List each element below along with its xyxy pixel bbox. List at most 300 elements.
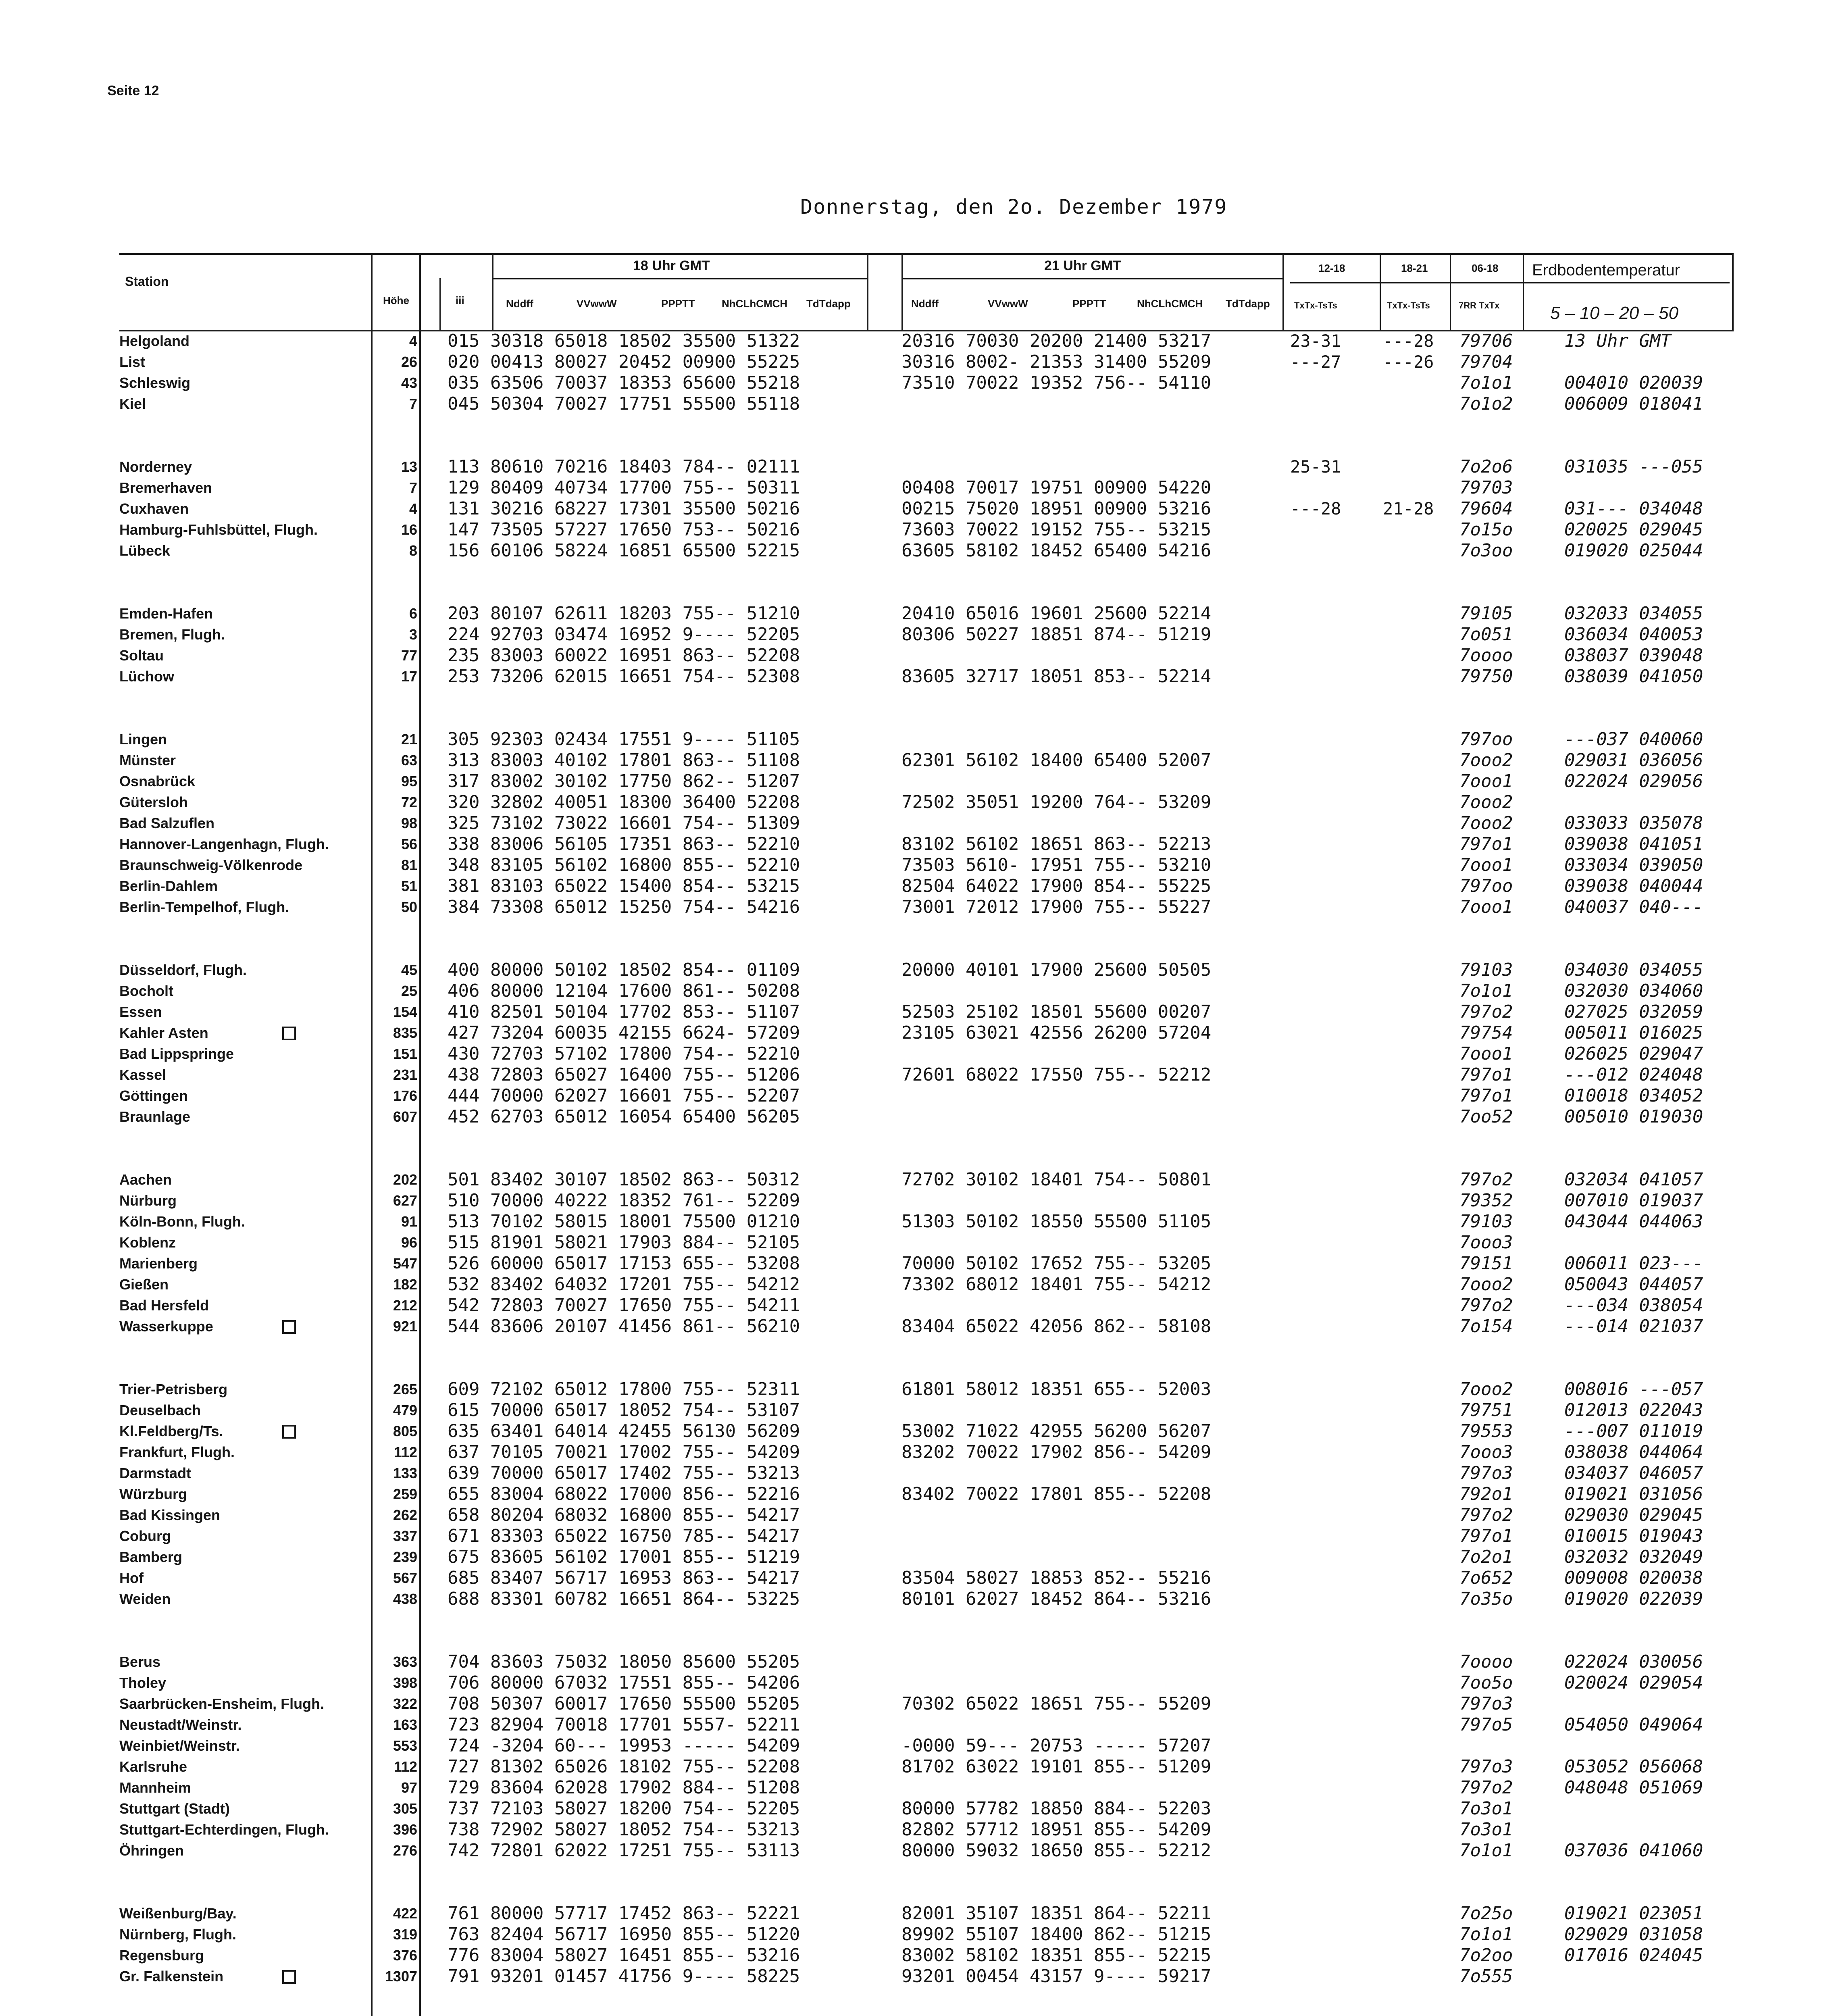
erdboden-values: 019021 023051 (1564, 1903, 1703, 1924)
obs-21-uhr: 51303 50102 18550 55500 51105 (901, 1211, 1212, 1232)
header-21-tdtd: TdTdapp (1226, 298, 1270, 310)
header-18uhr: 18 Uhr GMT (633, 258, 710, 273)
obs-18-uhr: 253 73206 62015 16651 754-- 52308 (448, 666, 800, 687)
obs-18-uhr: 113 80610 70216 18403 784-- 02111 (448, 456, 800, 477)
precip-06-18: 7o3oo (1459, 540, 1513, 561)
station-hoehe: 50 (401, 899, 417, 915)
obs-18-uhr: 131 30216 68227 17301 35500 50216 (448, 498, 800, 519)
precip-06-18: 79553 (1459, 1421, 1513, 1441)
precip-06-18: 7o1o1 (1459, 373, 1513, 393)
temp-12-18: ---27 (1290, 352, 1341, 372)
precip-06-18: 79751 (1459, 1400, 1513, 1420)
station-name: Schleswig (119, 375, 191, 391)
erdboden-values: 053052 056068 (1564, 1756, 1703, 1777)
obs-21-uhr: 80306 50227 18851 874-- 51219 (901, 624, 1212, 645)
precip-06-18: 797o2 (1459, 1777, 1513, 1798)
obs-18-uhr: 325 73102 73022 16601 754-- 51309 (448, 813, 800, 833)
obs-18-uhr: 706 80000 67032 17551 855-- 54206 (448, 1672, 800, 1693)
station-name: Saarbrücken-Ensheim, Flugh. (119, 1695, 325, 1712)
obs-18-uhr: 738 72902 58027 18052 754-- 53213 (448, 1819, 800, 1840)
station-hoehe: 154 (393, 1004, 417, 1020)
header-station: Station (125, 274, 169, 289)
precip-06-18: 7oo52 (1459, 1106, 1513, 1127)
obs-18-uhr: 609 72102 65012 17800 755-- 52311 (448, 1379, 800, 1400)
erdboden-values: 019020 022039 (1564, 1589, 1703, 1609)
station-name: Braunschweig-Völkenrode (119, 857, 303, 873)
obs-21-uhr: 83404 65022 42056 862-- 58108 (901, 1316, 1212, 1337)
obs-21-uhr: 93201 00454 43157 9---- 59217 (901, 1966, 1212, 1987)
obs-21-uhr: 82001 35107 18351 864-- 52211 (901, 1903, 1212, 1924)
station-name: Weinbiet/Weinstr. (119, 1737, 240, 1754)
obs-21-uhr: 82504 64022 17900 854-- 55225 (901, 876, 1212, 896)
precip-06-18: 7oooo (1459, 1652, 1513, 1672)
station-hoehe: 17 (401, 668, 417, 685)
obs-21-uhr: 73503 5610- 17951 755-- 53210 (901, 855, 1212, 875)
erdboden-values: 010018 034052 (1564, 1085, 1703, 1106)
station-name: Bamberg (119, 1549, 183, 1565)
header-06-18-sub: 7RR TxTx (1459, 300, 1500, 310)
precip-06-18: 797o1 (1459, 1085, 1513, 1106)
obs-18-uhr: 501 83402 30107 18502 863-- 50312 (448, 1169, 800, 1190)
station-name: Regensburg (119, 1947, 204, 1964)
obs-21-uhr: 83002 58102 18351 855-- 52215 (901, 1945, 1212, 1966)
precip-06-18: 797o2 (1459, 1505, 1513, 1525)
station-name: Coburg (119, 1528, 171, 1544)
erdboden-values: 029029 031058 (1564, 1924, 1703, 1945)
station-hoehe: 26 (401, 354, 417, 370)
obs-18-uhr: 791 93201 01457 41756 9---- 58225 (448, 1966, 800, 1987)
temp-18-21: ---26 (1383, 352, 1434, 372)
station-name: Hamburg-Fuhlsbüttel, Flugh. (119, 521, 318, 538)
precip-06-18: 797oo (1459, 876, 1513, 896)
page-number: Seite 12 (107, 83, 159, 98)
obs-18-uhr: 615 70000 65017 18052 754-- 53107 (448, 1400, 800, 1420)
precip-06-18: 7o2o1 (1459, 1547, 1513, 1567)
precip-06-18: 7o051 (1459, 624, 1513, 645)
erdboden-values: 032032 032049 (1564, 1547, 1703, 1567)
precip-06-18: 797o5 (1459, 1714, 1513, 1735)
obs-21-uhr: 73603 70022 19152 755-- 53215 (901, 519, 1212, 540)
header-erdboden: Erdbodentemperatur (1532, 261, 1680, 279)
station-hoehe: 63 (401, 752, 417, 768)
erdboden-values: 037036 041060 (1564, 1840, 1703, 1861)
erdboden-values: 033033 035078 (1564, 813, 1703, 833)
station-hoehe: 21 (401, 731, 417, 748)
obs-21-uhr: 70302 65022 18651 755-- 55209 (901, 1693, 1212, 1714)
header-18-tdtd: TdTdapp (806, 298, 851, 310)
page-date: Donnerstag, den 2o. Dezember 1979 (800, 195, 1228, 219)
erdboden-values: 038038 044064 (1564, 1442, 1703, 1462)
obs-21-uhr: 20410 65016 19601 25600 52214 (901, 603, 1212, 624)
erdboden-values: 007010 019037 (1564, 1190, 1703, 1211)
precip-06-18: 79352 (1459, 1190, 1513, 1211)
temp-18-21: ---28 (1383, 331, 1434, 351)
obs-18-uhr: 708 50307 60017 17650 55500 55205 (448, 1693, 800, 1714)
station-name: Koblenz (119, 1234, 176, 1251)
erdboden-values: 034030 034055 (1564, 960, 1703, 980)
header-12-18-sub: TxTx-TsTs (1294, 300, 1337, 310)
station-hoehe: 398 (393, 1674, 417, 1691)
station-name: Bocholt (119, 983, 173, 999)
station-name: Kassel (119, 1066, 167, 1083)
erdboden-values: 029031 036056 (1564, 750, 1703, 771)
station-hoehe: 151 (393, 1045, 417, 1062)
station-name: Stuttgart-Echterdingen, Flugh. (119, 1821, 329, 1838)
obs-18-uhr: 320 32802 40051 18300 36400 52208 (448, 792, 800, 812)
obs-18-uhr: 542 72803 70027 17650 755-- 54211 (448, 1295, 800, 1316)
station-hoehe: 337 (393, 1528, 417, 1544)
obs-18-uhr: 452 62703 65012 16054 65400 56205 (448, 1106, 800, 1127)
precip-06-18: 7o3o1 (1459, 1798, 1513, 1819)
precip-06-18: 79703 (1459, 477, 1513, 498)
erdboden-values: 022024 030056 (1564, 1652, 1703, 1672)
precip-06-18: 797o1 (1459, 1526, 1513, 1546)
erdboden-values: 012013 022043 (1564, 1400, 1703, 1420)
obs-18-uhr: 313 83003 40102 17801 863-- 51108 (448, 750, 800, 771)
obs-21-uhr: 53002 71022 42955 56200 56207 (901, 1421, 1212, 1441)
obs-21-uhr: 80000 59032 18650 855-- 52212 (901, 1840, 1212, 1861)
obs-18-uhr: 020 00413 80027 20452 00900 55225 (448, 352, 800, 372)
precip-06-18: 7ooo3 (1459, 1442, 1513, 1462)
station-name: Bad Salzuflen (119, 815, 215, 831)
precip-06-18: 7ooo2 (1459, 813, 1513, 833)
erdboden-values: 032030 034060 (1564, 981, 1703, 1001)
precip-06-18: 79151 (1459, 1253, 1513, 1274)
obs-21-uhr: 20316 70030 20200 21400 53217 (901, 331, 1212, 351)
obs-18-uhr: 723 82904 70018 17701 5557- 52211 (448, 1714, 800, 1735)
obs-18-uhr: 381 83103 65022 15400 854-- 53215 (448, 876, 800, 896)
station-name: Helgoland (119, 333, 190, 349)
obs-21-uhr: 82802 57712 18951 855-- 54209 (901, 1819, 1212, 1840)
station-name: Cuxhaven (119, 500, 189, 517)
precip-06-18: 7o1o1 (1459, 1924, 1513, 1945)
obs-18-uhr: 729 83604 62028 17902 884-- 51208 (448, 1777, 800, 1798)
station-hoehe: 363 (393, 1654, 417, 1670)
header-21-nddff: Nddff (911, 298, 939, 310)
precip-06-18: 7o1o1 (1459, 981, 1513, 1001)
obs-18-uhr: 338 83006 56105 17351 863-- 52210 (448, 834, 800, 854)
precip-06-18: 7ooo1 (1459, 855, 1513, 875)
erdboden-values: 017016 024045 (1564, 1945, 1703, 1966)
precip-06-18: 7ooo1 (1459, 1043, 1513, 1064)
obs-21-uhr: 72601 68022 17550 755-- 52212 (901, 1064, 1212, 1085)
station-name: Lübeck (119, 542, 171, 559)
obs-18-uhr: 129 80409 40734 17700 755-- 50311 (448, 477, 800, 498)
precip-06-18: 7ooo2 (1459, 1274, 1513, 1295)
station-name: Öhringen (119, 1842, 184, 1859)
obs-18-uhr: 532 83402 64032 17201 755-- 54212 (448, 1274, 800, 1295)
station-hoehe: 8 (409, 542, 417, 559)
header-18-21-sub: TxTx-TsTs (1387, 300, 1430, 310)
obs-21-uhr: 00215 75020 18951 00900 53216 (901, 498, 1212, 519)
obs-21-uhr: 83202 70022 17902 856-- 54209 (901, 1442, 1212, 1462)
station-name: Norderney (119, 458, 192, 475)
erdboden-values: 038039 041050 (1564, 666, 1703, 687)
precip-06-18: 7o2o6 (1459, 456, 1513, 477)
station-name: Nürburg (119, 1192, 177, 1209)
station-hoehe: 553 (393, 1737, 417, 1754)
header-06-18: 06-18 (1472, 262, 1499, 274)
station-name: List (119, 354, 146, 370)
obs-18-uhr: 727 81302 65026 18102 755-- 52208 (448, 1756, 800, 1777)
obs-18-uhr: 513 70102 58015 18001 75500 01210 (448, 1211, 800, 1232)
station-name: Bad Hersfeld (119, 1297, 209, 1314)
precip-06-18: 7o154 (1459, 1316, 1513, 1337)
precip-06-18: 797o1 (1459, 834, 1513, 854)
erdboden-values: 050043 044057 (1564, 1274, 1703, 1295)
erdboden-values: 009008 020038 (1564, 1568, 1703, 1588)
station-hoehe: 422 (393, 1905, 417, 1922)
obs-21-uhr: 83102 56102 18651 863-- 52213 (901, 834, 1212, 854)
station-hoehe: 13 (401, 458, 417, 475)
station-name: Mannheim (119, 1779, 192, 1796)
header-21uhr: 21 Uhr GMT (1044, 258, 1121, 273)
station-name: Münster (119, 752, 176, 768)
erdboden-values: 022024 029056 (1564, 771, 1703, 791)
station-hoehe: 133 (393, 1465, 417, 1481)
obs-18-uhr: 235 83003 60022 16951 863-- 52208 (448, 645, 800, 666)
erdboden-values: 048048 051069 (1564, 1777, 1703, 1798)
station-hoehe: 396 (393, 1821, 417, 1838)
station-name: Marienberg (119, 1255, 198, 1272)
station-hoehe: 259 (393, 1486, 417, 1502)
header-iii: iii (456, 294, 464, 306)
erdboden-values: ---034 038054 (1564, 1295, 1703, 1316)
station-name: Karlsruhe (119, 1758, 187, 1775)
station-hoehe: 239 (393, 1549, 417, 1565)
station-hoehe: 163 (393, 1716, 417, 1733)
station-hoehe: 81 (401, 857, 417, 873)
station-hoehe: 376 (393, 1947, 417, 1964)
erdboden-values: 032033 034055 (1564, 603, 1703, 624)
station-name: Frankfurt, Flugh. (119, 1444, 235, 1460)
precip-06-18: 7o15o (1459, 519, 1513, 540)
obs-18-uhr: 526 60000 65017 17153 655-- 53208 (448, 1253, 800, 1274)
station-name: Stuttgart (Stadt) (119, 1800, 230, 1817)
station-hoehe: 607 (393, 1108, 417, 1125)
precip-06-18: 79103 (1459, 1211, 1513, 1232)
station-hoehe: 51 (401, 878, 417, 894)
obs-21-uhr: 62301 56102 18400 65400 52007 (901, 750, 1212, 771)
obs-21-uhr: 83605 32717 18051 853-- 52214 (901, 666, 1212, 687)
precip-06-18: 79105 (1459, 603, 1513, 624)
precip-06-18: 7o652 (1459, 1568, 1513, 1588)
erdboden-values: 008016 ---057 (1564, 1379, 1703, 1400)
header-18-nddff: Nddff (506, 298, 533, 310)
station-hoehe: 96 (401, 1234, 417, 1251)
erdboden-values: 031--- 034048 (1564, 498, 1703, 519)
obs-18-uhr: 035 63506 70037 18353 65600 55218 (448, 373, 800, 393)
obs-18-uhr: 658 80204 68032 16800 855-- 54217 (448, 1505, 800, 1525)
station-name: Darmstadt (119, 1465, 192, 1481)
temp-12-18: ---28 (1290, 499, 1341, 519)
erdboden-values: 054050 049064 (1564, 1714, 1703, 1735)
station-hoehe: 182 (393, 1276, 417, 1293)
obs-21-uhr: 72702 30102 18401 754-- 50801 (901, 1169, 1212, 1190)
station-name: Göttingen (119, 1087, 188, 1104)
station-name: Deuselbach (119, 1402, 201, 1418)
station-name: Trier-Petrisberg (119, 1381, 228, 1397)
precip-06-18: 79754 (1459, 1023, 1513, 1043)
obs-21-uhr: 89902 55107 18400 862-- 51215 (901, 1924, 1212, 1945)
header-18-21: 18-21 (1401, 262, 1428, 274)
obs-21-uhr: 73302 68012 18401 755-- 54212 (901, 1274, 1212, 1295)
erdboden-values: 005011 016025 (1564, 1023, 1703, 1043)
obs-21-uhr: 52503 25102 18501 55600 00207 (901, 1002, 1212, 1022)
station-hoehe: 56 (401, 836, 417, 852)
station-hoehe: 7 (409, 479, 417, 496)
precip-06-18: 7o35o (1459, 1589, 1513, 1609)
erdboden-values: 019021 031056 (1564, 1484, 1703, 1504)
obs-21-uhr: 23105 63021 42556 26200 57204 (901, 1023, 1212, 1043)
station-hoehe: 112 (393, 1444, 417, 1460)
precip-06-18: 79704 (1459, 352, 1513, 372)
station-name: Kahler Asten (119, 1025, 208, 1041)
station-name: Berus (119, 1654, 161, 1670)
erdboden-values: 004010 020039 (1564, 373, 1703, 393)
precip-06-18: 797o1 (1459, 1064, 1513, 1085)
station-name: Gr. Falkenstein (119, 1968, 224, 1985)
erdboden-values: 019020 025044 (1564, 540, 1703, 561)
erdboden-values: 033034 039050 (1564, 855, 1703, 875)
station-name: Bad Lippspringe (119, 1045, 234, 1062)
precip-06-18: 7ooo2 (1459, 750, 1513, 771)
header-21-ppptt: PPPTT (1072, 298, 1106, 310)
station-hoehe: 231 (393, 1066, 417, 1083)
obs-21-uhr: 73510 70022 19352 756-- 54110 (901, 373, 1212, 393)
precip-06-18: 79103 (1459, 960, 1513, 980)
erdboden-values: 040037 040--- (1564, 897, 1703, 917)
station-name: Soltau (119, 647, 164, 664)
erdboden-values: ---014 021037 (1564, 1316, 1703, 1337)
station-name: Weißenburg/Bay. (119, 1905, 237, 1922)
station-hoehe: 835 (393, 1025, 417, 1041)
precip-06-18: 7oooo (1459, 645, 1513, 666)
erdboden-values: 020024 029054 (1564, 1672, 1703, 1693)
obs-21-uhr: 63605 58102 18452 65400 54216 (901, 540, 1212, 561)
station-hoehe: 95 (401, 773, 417, 789)
erdboden-values: 010015 019043 (1564, 1526, 1703, 1546)
station-name: Düsseldorf, Flugh. (119, 962, 247, 978)
obs-18-uhr: 688 83301 60782 16651 864-- 53225 (448, 1589, 800, 1609)
header-18-clouds: NhCLhCMCH (722, 298, 788, 310)
obs-18-uhr: 156 60106 58224 16851 65500 52215 (448, 540, 800, 561)
obs-21-uhr: 81702 63022 19101 855-- 51209 (901, 1756, 1212, 1777)
obs-21-uhr: 20000 40101 17900 25600 50505 (901, 960, 1212, 980)
obs-18-uhr: 737 72103 58027 18200 754-- 52205 (448, 1798, 800, 1819)
station-hoehe: 276 (393, 1842, 417, 1859)
station-name: Kl.Feldberg/Ts. (119, 1423, 223, 1439)
erdboden-values: 031035 ---055 (1564, 456, 1703, 477)
header-erdboden-depths: 5 – 10 – 20 – 50 (1550, 303, 1679, 323)
temp-12-18: 23-31 (1290, 331, 1341, 351)
temp-18-21: 21-28 (1383, 499, 1434, 519)
erdboden-values: 006011 023--- (1564, 1253, 1703, 1274)
station-hoehe: 305 (393, 1800, 417, 1817)
obs-18-uhr: 427 73204 60035 42155 6624- 57209 (448, 1023, 800, 1043)
obs-21-uhr: -0000 59--- 20753 ----- 57207 (901, 1735, 1212, 1756)
obs-21-uhr: 80000 57782 18850 884-- 52203 (901, 1798, 1212, 1819)
obs-18-uhr: 438 72803 65027 16400 755-- 51206 (448, 1064, 800, 1085)
obs-18-uhr: 655 83004 68022 17000 856-- 52216 (448, 1484, 800, 1504)
precip-06-18: 7o555 (1459, 1966, 1513, 1987)
obs-21-uhr: 70000 50102 17652 755-- 53205 (901, 1253, 1212, 1274)
obs-21-uhr: 72502 35051 19200 764-- 53209 (901, 792, 1212, 812)
obs-18-uhr: 544 83606 20107 41456 861-- 56210 (448, 1316, 800, 1337)
station-name: Tholey (119, 1674, 167, 1691)
obs-18-uhr: 724 -3204 60--- 19953 ----- 54209 (448, 1735, 800, 1756)
square-icon (282, 1425, 296, 1439)
station-name: Berlin-Tempelhof, Flugh. (119, 899, 289, 915)
station-name: Lüchow (119, 668, 174, 685)
station-name: Köln-Bonn, Flugh. (119, 1213, 245, 1230)
station-hoehe: 176 (393, 1087, 417, 1104)
header-18-ppptt: PPPTT (661, 298, 695, 310)
station-hoehe: 112 (393, 1758, 417, 1775)
erdboden-values: 006009 018041 (1564, 394, 1703, 414)
obs-21-uhr: 83504 58027 18853 852-- 55216 (901, 1568, 1212, 1588)
precip-06-18: 7o2oo (1459, 1945, 1513, 1966)
station-hoehe: 91 (401, 1213, 417, 1230)
station-name: Gütersloh (119, 794, 188, 810)
precip-06-18: 79604 (1459, 498, 1513, 519)
station-hoehe: 6 (409, 605, 417, 622)
station-name: Berlin-Dahlem (119, 878, 218, 894)
obs-21-uhr: 61801 58012 18351 655-- 52003 (901, 1379, 1212, 1400)
precip-06-18: 7o1o1 (1459, 1840, 1513, 1861)
obs-18-uhr: 203 80107 62611 18203 755-- 51210 (448, 603, 800, 624)
precip-06-18: 7ooo2 (1459, 792, 1513, 812)
precip-06-18: 797o2 (1459, 1295, 1513, 1316)
obs-21-uhr: 73001 72012 17900 755-- 55227 (901, 897, 1212, 917)
obs-18-uhr: 742 72801 62022 17251 755-- 53113 (448, 1840, 800, 1861)
erdboden-values: ---037 040060 (1564, 729, 1703, 750)
station-hoehe: 921 (393, 1318, 417, 1335)
obs-18-uhr: 763 82404 56717 16950 855-- 51220 (448, 1924, 800, 1945)
station-hoehe: 43 (401, 375, 417, 391)
precip-06-18: 7ooo2 (1459, 1379, 1513, 1400)
precip-06-18: 79750 (1459, 666, 1513, 687)
obs-18-uhr: 147 73505 57227 17650 753-- 50216 (448, 519, 800, 540)
erdboden-values: ---012 024048 (1564, 1064, 1703, 1085)
precip-06-18: 792o1 (1459, 1484, 1513, 1504)
station-hoehe: 7 (409, 396, 417, 412)
station-hoehe: 25 (401, 983, 417, 999)
obs-18-uhr: 430 72703 57102 17800 754-- 52210 (448, 1043, 800, 1064)
precip-06-18: 797oo (1459, 729, 1513, 750)
station-hoehe: 77 (401, 647, 417, 664)
header-21-vvwww: VVwwW (988, 298, 1028, 310)
obs-18-uhr: 635 63401 64014 42455 56130 56209 (448, 1421, 800, 1441)
erdboden-values: 026025 029047 (1564, 1043, 1703, 1064)
station-hoehe: 262 (393, 1507, 417, 1523)
station-hoehe: 319 (393, 1926, 417, 1943)
obs-18-uhr: 704 83603 75032 18050 85600 55205 (448, 1652, 800, 1672)
precip-06-18: 7ooo1 (1459, 771, 1513, 791)
erdboden-values: 036034 040053 (1564, 624, 1703, 645)
precip-06-18: 797o2 (1459, 1002, 1513, 1022)
obs-18-uhr: 675 83605 56102 17001 855-- 51219 (448, 1547, 800, 1567)
station-hoehe: 4 (409, 333, 417, 349)
erdboden-values: 034037 046057 (1564, 1463, 1703, 1483)
obs-18-uhr: 400 80000 50102 18502 854-- 01109 (448, 960, 800, 980)
station-hoehe: 4 (409, 500, 417, 517)
obs-18-uhr: 761 80000 57717 17452 863-- 52221 (448, 1903, 800, 1924)
station-name: Würzburg (119, 1486, 187, 1502)
precip-06-18: 7o1o2 (1459, 394, 1513, 414)
obs-18-uhr: 510 70000 40222 18352 761-- 52209 (448, 1190, 800, 1211)
station-hoehe: 1307 (385, 1968, 417, 1985)
